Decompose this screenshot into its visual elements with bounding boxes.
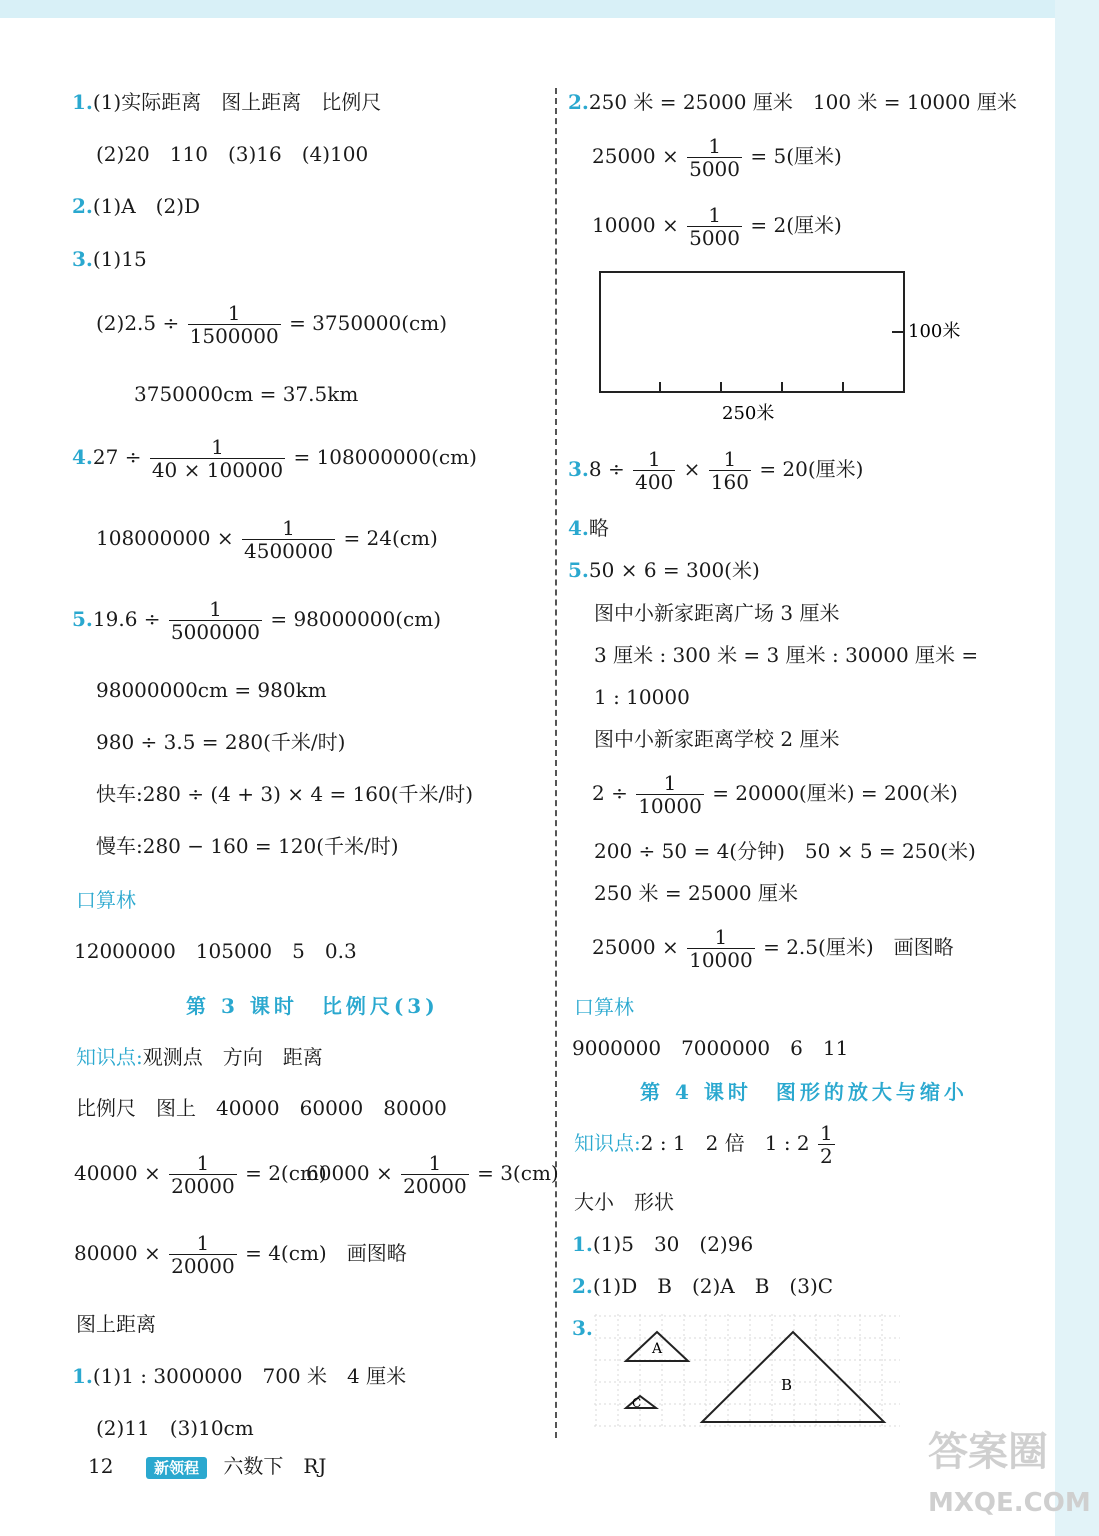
left-answer-5a: 5.19.6 ÷ $\frac{1}{5000000}$ = 98000000(cm)	[72, 597, 442, 644]
left-answer-1b: (2)20 110 (3)16 (4)100	[96, 142, 369, 166]
item-number: 1.	[72, 90, 93, 114]
kousuan-values: 12000000 105000 5 0.3	[74, 939, 357, 963]
left-answer-5d: 快车:280 ÷ (4 + 3) × 4 = 160(千米/时)	[96, 782, 474, 806]
item-number: 3.	[72, 247, 93, 271]
side-label: 100米	[908, 321, 961, 342]
fraction: $\frac{1}{40 \times 100000}$	[151, 435, 284, 482]
left-exercise-1a: 1.(1)1 : 3000000 700 米 4 厘米	[72, 1364, 407, 1388]
right-answer-5h: 250 米 = 25000 厘米	[594, 881, 798, 905]
right-answer-2c: 10000 × $\frac{1}{5000}$ = 2(厘米)	[592, 203, 842, 250]
fraction: $\frac{1}{400}$	[635, 447, 674, 494]
right-answer-5d: 1 : 10000	[594, 685, 690, 709]
left-answer-5e: 慢车:280 − 160 = 120(千米/时)	[96, 834, 399, 858]
lesson-4-title: 第 4 课时 图形的放大与缩小	[640, 1080, 968, 1104]
brand-badge: 新领程	[146, 1457, 207, 1479]
right-answer-3: 3.8 ÷ $\frac{1}{400}$ × $\frac{1}{160}$ = 20(厘米)	[568, 447, 864, 494]
watermark-logo: 答案圈	[928, 1429, 1048, 1475]
knowledge-points-1: 知识点:观测点 方向 距离	[76, 1045, 323, 1069]
fraction: $\frac{1}{20000}$	[171, 1231, 235, 1278]
calc-40000: 40000 × $\frac{1}{20000}$ = 2(cm)	[74, 1151, 327, 1198]
fraction: $\frac{1}{20000}$	[403, 1151, 467, 1198]
fraction: $\frac{1}{5000}$	[689, 134, 741, 181]
left-answer-4a: 4.27 ÷ $\frac{1}{40 \times 100000}$ = 108000000(cm)	[72, 435, 477, 482]
kousuan-heading: 口算林	[76, 888, 136, 912]
left-answer-3b: (2)2.5 ÷ $\frac{1}{1500000}$ = 3750000(cm)	[96, 301, 448, 348]
left-answer-5c: 980 ÷ 3.5 = 280(千米/时)	[96, 730, 346, 754]
right-exercise-3: 3.	[572, 1316, 593, 1340]
item-number: 2.	[72, 194, 93, 218]
fraction: $\frac{1}{2}$	[820, 1121, 833, 1168]
right-answer-5b: 图中小新家距离广场 3 厘米	[594, 601, 840, 625]
rectangle-outline	[600, 272, 904, 392]
kousuan-heading-right: 口算林	[574, 995, 634, 1019]
triangle-c-label: C	[632, 1396, 642, 1410]
kousuan-values-right: 9000000 7000000 6 11	[572, 1036, 849, 1060]
right-answer-2b: 25000 × $\frac{1}{5000}$ = 5(厘米)	[592, 134, 842, 181]
right-exercise-2: 2.(1)D B (2)A B (3)C	[572, 1274, 834, 1298]
watermark-url: MXQE.COM	[928, 1488, 1091, 1518]
right-answer-5c: 3 厘米 : 300 米 = 3 厘米 : 30000 厘米 =	[594, 643, 979, 667]
right-color-band	[1055, 0, 1099, 1536]
column-divider	[555, 88, 557, 1438]
right-answer-5a: 5.50 × 6 = 300(米)	[568, 558, 760, 582]
right-answer-5f: 2 ÷ $\frac{1}{10000}$ = 20000(厘米) = 200(米)	[592, 771, 958, 818]
footer-brand	[146, 1452, 326, 1480]
right-answer-2a: 2.250 米 = 25000 厘米 100 米 = 10000 厘米	[568, 90, 1017, 114]
calc-60000: 60000 × $\frac{1}{20000}$ = 3(cm)	[306, 1151, 559, 1198]
fraction: $\frac{1}{5000000}$	[170, 597, 260, 644]
grid-lines	[594, 1314, 900, 1428]
top-color-band	[0, 0, 1099, 18]
fraction: $\frac{1}{10000}$	[638, 771, 702, 818]
left-exercise-1b: (2)11 (3)10cm	[96, 1416, 254, 1440]
right-exercise-1: 1.(1)5 30 (2)96	[572, 1232, 754, 1256]
knowledge-points-right-1: 知识点:2 : 1 2 倍 1 : 2 $\frac{1}{2}$	[574, 1121, 833, 1168]
lesson-3-title: 第 3 课时 比例尺(3)	[186, 994, 439, 1018]
fraction: $\frac{1}{1500000}$	[189, 301, 279, 348]
calc-80000: 80000 × $\frac{1}{20000}$ = 4(cm) 画图略	[74, 1231, 407, 1278]
knowledge-points-right-2: 大小 形状	[574, 1190, 674, 1214]
left-answer-4b: 108000000 × $\frac{1}{4500000}$ = 24(cm)	[96, 516, 438, 563]
fraction: $\frac{1}{10000}$	[689, 925, 753, 972]
right-answer-5e: 图中小新家距离学校 2 厘米	[594, 727, 840, 751]
left-answer-3a: 3.(1)15	[72, 247, 147, 271]
fraction: $\frac{1}{4500000}$	[244, 516, 334, 563]
map-distance-label: 图上距离	[76, 1312, 156, 1336]
left-answer-3c: 3750000cm = 37.5km	[134, 382, 359, 406]
triangle-grid-figure	[594, 1314, 904, 1434]
fraction: $\frac{1}{160}$	[710, 447, 749, 494]
knowledge-points-2: 比例尺 图上 40000 60000 80000	[76, 1096, 447, 1120]
left-answer-2: 2.(1)A (2)D	[72, 194, 201, 218]
right-answer-4: 4.略	[568, 516, 609, 540]
footer-text: 六数下 RJ	[223, 1454, 327, 1478]
rectangle-drawing	[590, 266, 980, 426]
page-number: 12	[88, 1454, 114, 1478]
right-answer-5g: 200 ÷ 50 = 4(分钟) 50 × 5 = 250(米)	[594, 839, 976, 863]
triangle-b-label: B	[781, 1376, 793, 1394]
fraction: $\frac{1}{5000}$	[689, 203, 741, 250]
bottom-label: 250米	[722, 403, 775, 424]
fraction: $\frac{1}{20000}$	[171, 1151, 235, 1198]
left-answer-1a: 1.(1)实际距离 图上距离 比例尺	[72, 90, 382, 114]
right-answer-5i: 25000 × $\frac{1}{10000}$ = 2.5(厘米) 画图略	[592, 925, 954, 972]
triangle-a-label: A	[652, 1341, 663, 1357]
triangle-b	[702, 1332, 884, 1422]
left-answer-5b: 98000000cm = 980km	[96, 678, 327, 702]
